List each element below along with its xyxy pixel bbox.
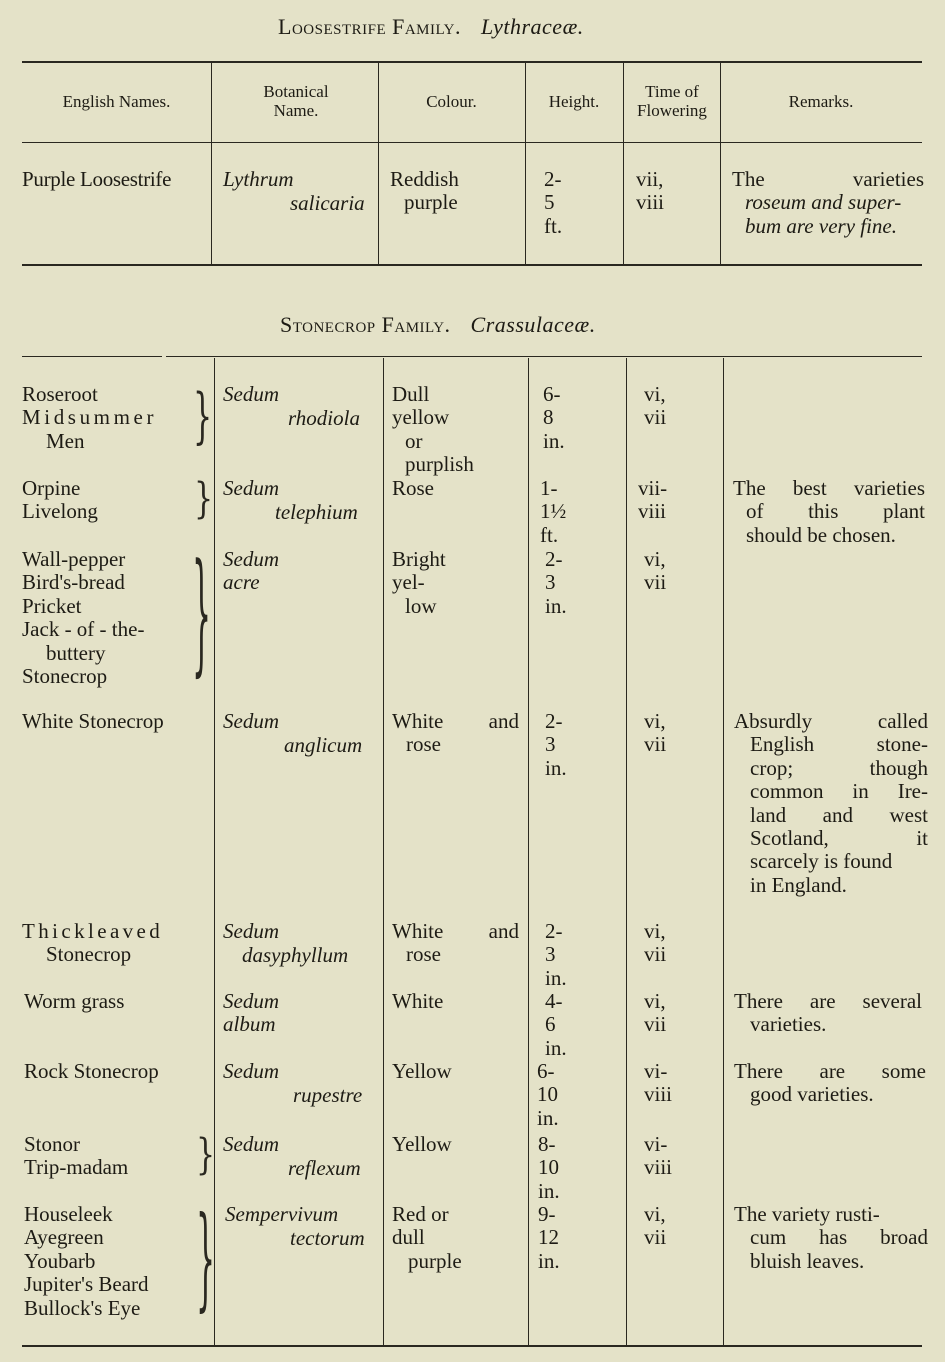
header-height: Height. [548,92,600,111]
section-title-english: Loosestrife Family. [278,14,462,39]
english-names: Worm grass [24,989,125,1013]
time-of-flowering: vi, vii [644,989,667,1037]
brace-icon: } [194,474,214,524]
colour: White and rose [392,919,519,967]
botanical-genus: Sedum [223,709,279,733]
botanical-species: rupestre [293,1083,363,1107]
colour: White and rose [392,709,519,757]
english-names: Thickleaved Stonecrop [22,919,164,967]
column-divider [211,63,212,264]
column-divider [626,358,627,1345]
remarks: There are some good varieties. [734,1059,926,1107]
column-divider [528,358,529,1345]
time-of-flowering: vi, vii [644,1202,667,1250]
table-top-rule [22,61,922,63]
section-title-loosestrife [278,14,584,40]
height: 9-12 in. [538,1202,560,1273]
time-of-flowering: vi-viii [644,1132,673,1180]
botanical-genus: Sedum album [223,989,279,1037]
brace-icon: } [196,1195,216,1326]
botanical-genus: Sedum [223,1059,279,1083]
colour: Red or dull purple [392,1202,462,1273]
english-names: Roseroot Midsummer Men [22,382,158,453]
colour: White [392,989,444,1013]
column-divider [723,358,724,1345]
time-of-flowering: vi, vii [644,709,667,757]
brace-icon: } [196,1130,216,1180]
botanical-species: tectorum [290,1226,365,1250]
time-of-flowering: vi, vii [644,382,667,430]
colour: Yellow [392,1059,452,1083]
botanical-genus: Sedum [223,1132,279,1156]
header-bottom-rule [22,142,922,143]
height: 6-10 in. [537,1059,559,1130]
section-title-latin: Lythraceæ. [481,14,584,39]
height: 8-10 in. [538,1132,560,1203]
botanical-genus: Lythrum [223,167,294,191]
botanical-genus: Sempervivum [225,1202,339,1226]
remarks: The best varieties of this plant should be chosen. [733,476,925,547]
header-botanical-name: Botanical Name. [263,82,329,120]
height: 1-1½ ft. [540,476,567,547]
english-names: White Stonecrop [22,709,164,733]
botanical-species: salicaria [290,191,365,215]
time-of-flowering: vi, vii [644,919,667,967]
height: 2-3 in. [545,919,567,990]
english-names: Stonor Trip-madam [24,1132,129,1180]
section-title-english: Stonecrop Family. [280,312,451,337]
botanical-species: anglicum [284,733,363,757]
english-names: Rock Stonecrop [24,1059,159,1083]
height: 6-8 in. [543,382,565,453]
botanical-species: telephium [275,500,358,524]
remarks: The varieties roseum and super- bum are very fine. [732,167,924,238]
loosestrife-bottom-rule [22,264,922,266]
table-bottom-rule [22,1345,922,1347]
brace-icon: } [193,382,213,452]
remarks: Absurdly called English stone- crop; though common in Ire- land and west Scotland, it scarcely is found in England. [734,709,928,897]
remarks: The variety rusti- cum has broad bluish leaves. [734,1202,928,1273]
height: 2-3 in. [545,547,567,618]
time-of-flowering: vi, vii [644,547,667,595]
time-of-flowering: vi-viii [644,1059,673,1107]
english-names: Houseleek Ayegreen Youbarb Jupiter's Beard Bullock's Eye [24,1202,149,1320]
botanical-genus: Sedum [223,476,279,500]
header-remarks: Remarks. [788,92,854,111]
time-of-flowering: vii, viii [636,167,665,215]
brace-icon: } [192,538,212,693]
colour: Dull yellow or purplish [392,382,474,477]
section-title-latin: Crassulaceæ. [470,312,596,337]
english-names: Orpine Livelong [22,476,98,524]
colour: Rose [392,476,434,500]
height: 4-6 in. [545,989,567,1060]
stonecrop-top-rule [22,356,162,357]
botanical-genus: Sedum [223,382,279,406]
remarks: There are several varieties. [734,989,922,1037]
colour: Bright yel- low [392,547,446,618]
column-divider [383,358,384,1345]
height: 2-3 in. [545,709,567,780]
botanical-species: rhodiola [288,406,360,430]
english-names: Wall-pepper Bird's-bread Pricket Jack - of - the- buttery Stonecrop [22,547,145,689]
botanical-species: dasyphyllum [242,943,349,967]
english-name: Purple Loosestrife [22,167,172,191]
column-divider [623,63,624,264]
height: 2-5 ft. [544,167,563,238]
header-time-of-flowering: Time of Flowering [637,82,707,120]
time-of-flowering: vii-viii [638,476,668,524]
colour: Reddish purple [390,167,459,215]
header-colour: Colour. [426,92,477,111]
botanical-genus: Sedum acre [223,547,279,595]
colour: Yellow [392,1132,452,1156]
header-english-names: English Names. [62,92,171,111]
section-title-stonecrop [280,312,596,338]
botanical-genus: Sedum [223,919,279,943]
stonecrop-top-rule [166,356,922,357]
botanical-species: reflexum [288,1156,361,1180]
